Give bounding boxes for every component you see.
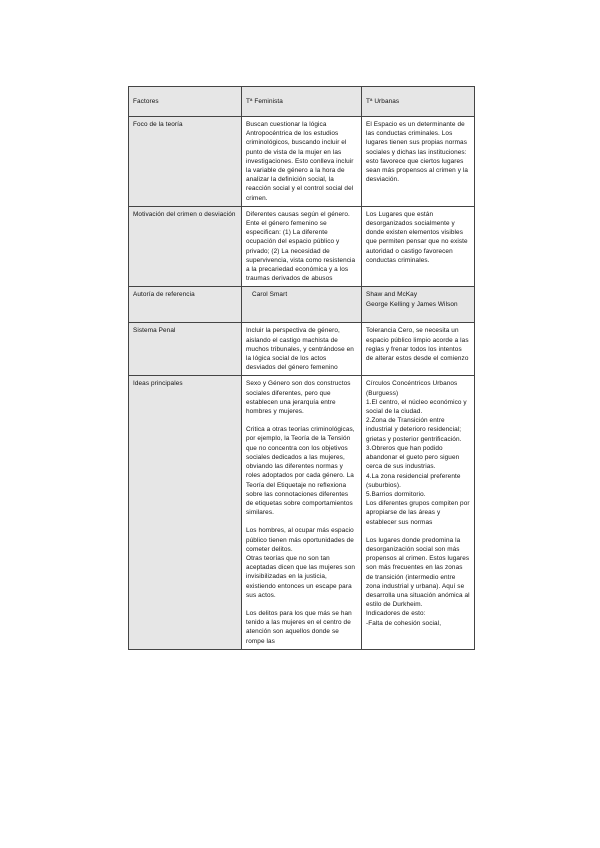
header-cell-feminista: Tª Feminista xyxy=(242,87,362,117)
urbanas-cell xyxy=(362,323,475,376)
header-cell-urbanas: Tª Urbanas xyxy=(362,87,475,117)
urbanas-text: El Espacio es un determinante de las conductas criminales. Los lugares tienen sus propias normas sociales y dichas las instituciones: esto favorece que ciertos lugares sean más propensos al crimen y la desviación. xyxy=(366,121,469,184)
comparison-table xyxy=(128,86,475,650)
table-row xyxy=(129,287,475,323)
table-row xyxy=(129,323,475,376)
feminista-paragraph: Los delitos para los que más se han tenido a las mujeres en el centro de atención son aquellos donde se rompe las xyxy=(246,609,352,645)
factor-cell xyxy=(129,287,242,323)
feminista-cell xyxy=(242,206,362,287)
urbanas-cell xyxy=(362,287,475,323)
feminista-cell xyxy=(242,376,362,649)
factor-label: Motivación del crimen o desviación xyxy=(133,210,236,218)
table-row xyxy=(129,206,475,287)
urbanas-text: Shaw and McKay George Kelling y James Wilson xyxy=(366,291,458,308)
factor-cell xyxy=(129,376,242,649)
urbanas-paragraph: Círculos Concéntricos Urbanos (Burguess) 1.El centro, el núcleo económico y social de la ciudad. 2.Zona de Transición entre industrial y deterioro residencial; grietas y posterior gentrificación. 3.Obreros que han podido abandonar el gueto pero siguen cerca de sus industrias. 4.La zona residencial preferente (suburbios). 5.Barrios dormitorio. Los diferentes grupos compiten por apropiarse de las áreas y establecer sus normas xyxy=(366,380,470,526)
factor-label: Sistema Penal xyxy=(133,327,176,335)
feminista-paragraph: Sexo y Género son dos constructos sociales diferentes, pero que establecen una jerarquía entre hombres y mujeres. xyxy=(246,380,351,416)
feminista-paragraph: Critica a otras teorías criminológicas, por ejemplo, la Teoría de la Tensión que no concentra con los objetivos sociales dedicados a las mujeres, obviando las diferentes normas y roles adoptados por cada género. La Teoría del Etiquetaje no reflexiona sobre las connotaciones diferentes de etiquetas sobre comportamientos similares. xyxy=(246,426,355,517)
factor-label: Autoría de referencia xyxy=(133,291,195,299)
feminista-cell xyxy=(242,117,362,207)
urbanas-cell xyxy=(362,376,475,649)
factor-cell xyxy=(129,117,242,207)
feminista-cell xyxy=(242,323,362,376)
factor-label: Ideas principales xyxy=(133,380,183,388)
feminista-text: Diferentes causas según el género. Ente el género femenino se especifican: (1) La diferente ocupación del espacio público y privado; (2) La necesidad de supervivencia, vista como resistencia a la precariedad económica y a los traumas derivados de abusos xyxy=(246,210,356,283)
feminista-text: Carol Smart xyxy=(252,291,288,299)
feminista-paragraph: Los hombres, al ocupar más espacio público tienen más oportunidades de cometer delitos. Otras teorías que no son tan aceptadas dicen que las mujeres son invisibilizadas en la justicia, existiendo entonces un escape para sus actos. xyxy=(246,527,356,599)
feminista-text: Incluir la perspectiva de género, aislando el castigo machista de muchos tribunales, y centrándose en la lógica social de los actos desviados del género femenino xyxy=(246,327,354,372)
factor-cell xyxy=(129,323,242,376)
feminista-text: Buscan cuestionar la lógica Antropocéntrica de los estudios criminológicos, buscando incluir el punto de vista de la mujer en las investigaciones. Esto conlleva incluir la variable de género a la hora de analizar la definición social, la reacción social y el control social del crimen. xyxy=(246,121,354,202)
urbanas-cell xyxy=(362,206,475,287)
factor-cell xyxy=(129,206,242,287)
table-row xyxy=(129,376,475,649)
header-cell-factores: Factores xyxy=(129,87,242,117)
table-header-row xyxy=(129,87,475,117)
urbanas-cell xyxy=(362,117,475,207)
table-row xyxy=(129,117,475,207)
urbanas-text: Tolerancia Cero, se necesita un espacio público limpio acorde a las reglas y frenar todos los intentos de alterar estos desde el comienzo xyxy=(366,327,469,363)
factor-label: Foco de la teoría xyxy=(133,121,183,128)
urbanas-paragraph: Los lugares donde predomina la desorganización social son más propensos al crimen. Estos lugares son más frecuentes en las zonas de transición (intermedio entre zona industrial y urbana). Aquí se desarrolla una situación anómica al estilo de Durkheim. Indicadores de esto: -Falta de cohesión social, xyxy=(366,536,470,627)
feminista-cell xyxy=(242,287,362,323)
urbanas-text: Los Lugares que están desorganizados socialmente y donde existen elementos visibles que permiten pensar que no existe autoridad o castigo favorecen conductas criminales. xyxy=(366,210,468,264)
